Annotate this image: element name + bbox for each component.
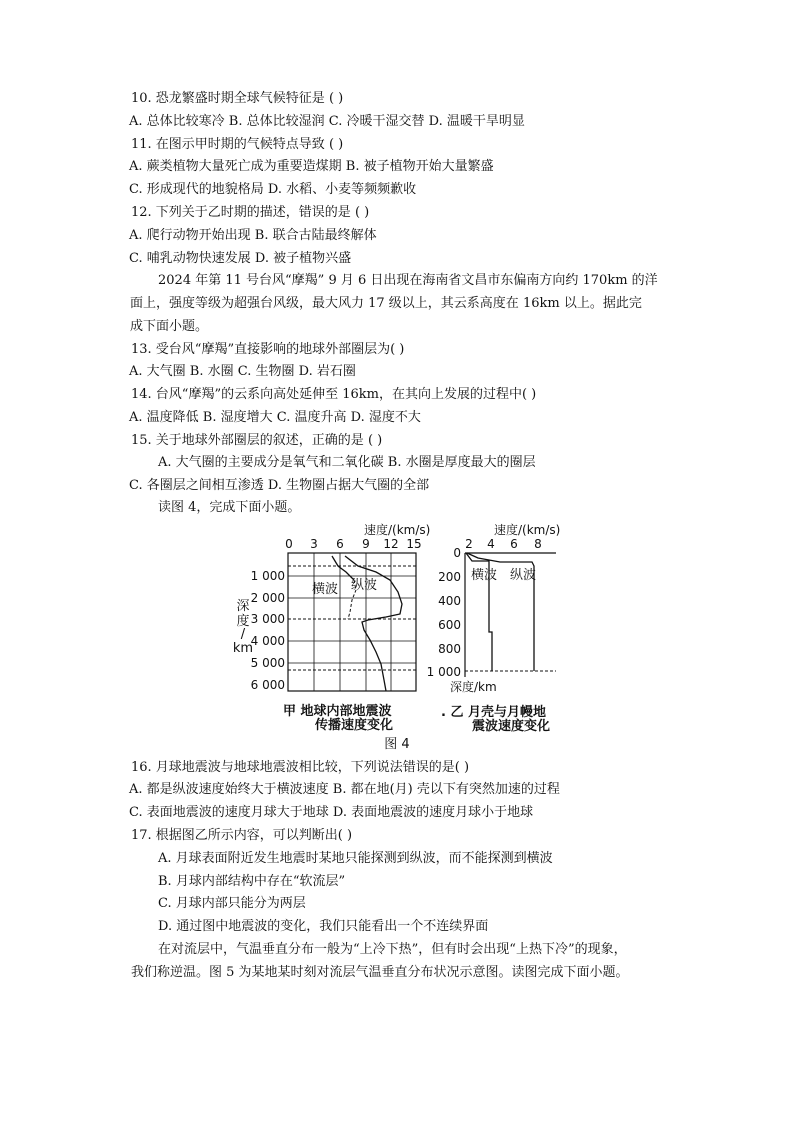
q16-stem: 16. 月球地震波与地球地震波相比较，下列说法错误的是( ) bbox=[131, 760, 470, 775]
jia-y-tick: 6 000 bbox=[250, 678, 285, 692]
inversion-passage-line1: 在对流层中，气温垂直分布一般为“上冷下热”，但有时会出现“上热下冷”的现象， bbox=[158, 942, 627, 957]
yi-x-tick: 8 bbox=[534, 537, 542, 551]
typhoon-passage-line2: 面上，强度等级为超强台风级，最大风力 17 级以上，其云系高度在 16km 以上。据此完 bbox=[130, 296, 642, 311]
typhoon-passage-line3: 成下面小题。 bbox=[130, 319, 209, 334]
jia-caption-line1: 甲 地球内部地震波 bbox=[283, 704, 392, 719]
jia-y-tick-labels bbox=[251, 569, 285, 692]
yi-speed-label: 速度/(km/s) bbox=[494, 523, 561, 537]
yi-x-tick: 2 bbox=[465, 537, 473, 551]
yi-y-tick: 200 bbox=[438, 570, 461, 584]
jia-x-tick: 9 bbox=[362, 537, 370, 551]
jia-x-tick: 0 bbox=[285, 537, 293, 551]
yi-p-wave-label: 纵波 bbox=[510, 568, 537, 583]
yi-y-tick: 400 bbox=[438, 594, 461, 608]
jia-y-tick: 2 000 bbox=[250, 591, 285, 605]
q11-options-cd: C. 形成现代的地貌格局 D. 水稻、小麦等频频歉收 bbox=[129, 182, 417, 197]
q12-stem: 12. 下列关于乙时期的描述，错误的是 ( ) bbox=[131, 205, 370, 220]
typhoon-passage-line1: 2024 年第 11 号台风“摩羯” 9 月 6 日出现在海南省文昌市东偏南方向约 170km 的洋 bbox=[158, 273, 658, 288]
yi-x-tick: 6 bbox=[510, 537, 518, 551]
jia-x-tick: 12 bbox=[383, 537, 399, 551]
svg-text:深: 深 bbox=[236, 599, 250, 614]
yi-caption-line1: . 乙 月壳与月幔地 bbox=[441, 705, 546, 720]
jia-speed-label: 速度/(km/s) bbox=[364, 523, 431, 537]
jia-x-tick-labels bbox=[285, 537, 421, 551]
jia-x-tick: 3 bbox=[310, 537, 318, 551]
yi-y-tick: 0 bbox=[453, 546, 461, 560]
q11-options-ab: A. 蕨类植物大量死亡成为重要造煤期 B. 被子植物开始大量繁盛 bbox=[129, 159, 494, 174]
yi-x-tick: 4 bbox=[487, 537, 495, 551]
jia-y-tick: 1 000 bbox=[250, 569, 285, 583]
inversion-passage-line2: 我们称逆温。图 5 为某地某时刻对流层气温垂直分布状况示意图。读图完成下面小题。 bbox=[131, 965, 629, 980]
yi-x-tick-labels bbox=[465, 537, 542, 551]
q12-options-cd: C. 哺乳动物快速发展 D. 被子植物兴盛 bbox=[129, 251, 352, 266]
jia-y-tick: 4 000 bbox=[250, 634, 285, 648]
jia-y-tick: 5 000 bbox=[250, 656, 285, 670]
yi-y-tick: 1 000 bbox=[426, 665, 461, 679]
jia-x-tick: 15 bbox=[406, 537, 422, 551]
q10-stem: 10. 恐龙繁盛时期全球气候特征是 ( ) bbox=[131, 91, 344, 106]
q17-option-c: C. 月球内部只能分为两层 bbox=[158, 896, 306, 911]
jia-p-wave-label: 纵波 bbox=[351, 578, 378, 593]
q13-stem: 13. 受台风“摩羯”直接影响的地球外部圈层为( ) bbox=[131, 342, 405, 357]
jia-y-tick: 3 000 bbox=[250, 612, 285, 626]
yi-s-wave-label: 横波 bbox=[471, 568, 498, 583]
q17-option-a: A. 月球表面附近发生地震时某地只能探测到纵波，而不能探测到横波 bbox=[158, 851, 553, 866]
q10-options: A. 总体比较寒冷 B. 总体比较湿润 C. 冷暖干湿交替 D. 温暖干旱明显 bbox=[129, 114, 525, 129]
q12-options-ab: A. 爬行动物开始出现 B. 联合古陆最终解体 bbox=[129, 228, 377, 243]
jia-y-axis-label bbox=[233, 599, 253, 656]
q11-stem: 11. 在图示甲时期的气候特点导致 ( ) bbox=[131, 137, 344, 152]
yi-y-tick: 600 bbox=[438, 618, 461, 632]
q16-options-ab: A. 都是纵波速度始终大于横波速度 B. 都在地(月) 壳以下有突然加速的过程 bbox=[129, 782, 560, 797]
q17-option-b: B. 月球内部结构中存在“软流层” bbox=[158, 874, 346, 889]
q15-stem: 15. 关于地球外部圈层的叙述，正确的是 ( ) bbox=[131, 433, 383, 448]
jia-s-wave-label: 横波 bbox=[312, 582, 339, 597]
yi-caption-line2: 震波速度变化 bbox=[472, 719, 551, 734]
yi-depth-label: 深度/km bbox=[450, 680, 497, 694]
q17-stem: 17. 根据图乙所示内容，可以判断出( ) bbox=[131, 828, 353, 843]
svg-text:度: 度 bbox=[236, 614, 250, 629]
svg-text:/: / bbox=[240, 627, 246, 642]
q16-options-cd: C. 表面地震波的速度月球大于地球 D. 表面地震波的速度月球小于地球 bbox=[129, 805, 534, 820]
jia-x-tick: 6 bbox=[336, 537, 344, 551]
q15-options-ab: A. 大气圈的主要成分是氧气和二氧化碳 B. 水圈是厚度最大的圈层 bbox=[158, 455, 536, 470]
q14-options: A. 温度降低 B. 湿度增大 C. 温度升高 D. 湿度不大 bbox=[129, 410, 421, 425]
jia-caption-line2: 传播速度变化 bbox=[315, 718, 394, 733]
yi-y-tick-labels bbox=[427, 546, 461, 679]
jia-grid bbox=[288, 553, 416, 691]
q13-options: A. 大气圈 B. 水圈 C. 生物圈 D. 岩石圈 bbox=[129, 364, 356, 379]
q15-options-cd: C. 各圈层之间相互渗透 D. 生物圈占据大气圈的全部 bbox=[129, 478, 430, 493]
yi-y-tick: 800 bbox=[438, 642, 461, 656]
jia-plot-frame bbox=[288, 553, 416, 691]
figure4-intro: 读图 4，完成下面小题。 bbox=[158, 500, 301, 515]
svg-text:km: km bbox=[232, 641, 254, 656]
q17-option-d: D. 通过图中地震波的变化，我们只能看出一个不连续界面 bbox=[158, 919, 489, 934]
figure4-title: 图 4 bbox=[384, 737, 410, 752]
q14-stem: 14. 台风“摩羯”的云系向高处延伸至 16km，在其向上发展的过程中( ) bbox=[131, 387, 537, 402]
